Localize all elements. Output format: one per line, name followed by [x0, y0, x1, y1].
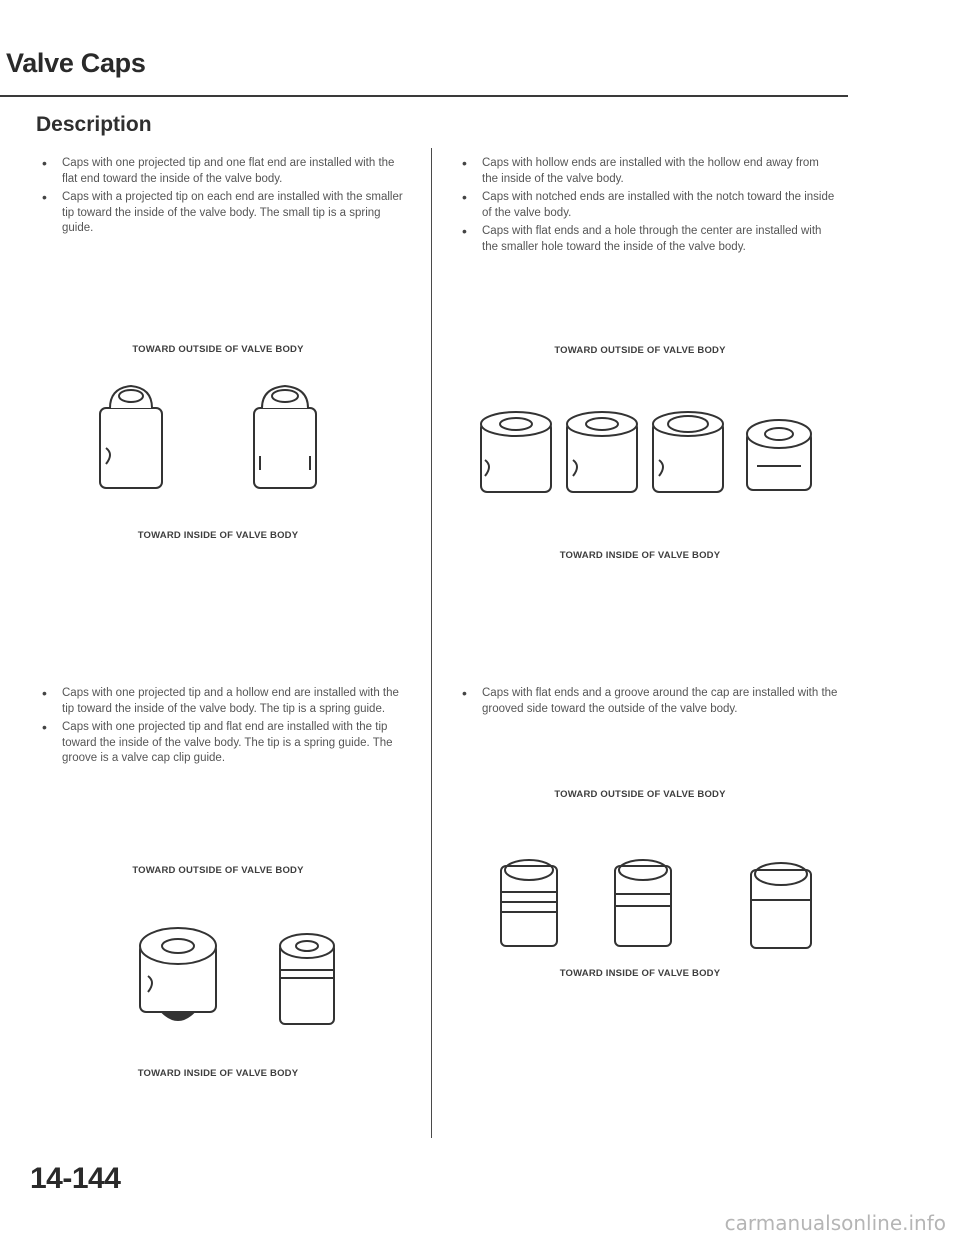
figure-3-label-outside: TOWARD OUTSIDE OF VALVE BODY [132, 865, 304, 876]
figure-2-label-outside: TOWARD OUTSIDE OF VALVE BODY [554, 345, 726, 356]
figure-4-label-inside: TOWARD INSIDE OF VALVE BODY [559, 968, 721, 979]
figure-1-caps-illustration [80, 378, 360, 496]
column-divider [431, 148, 432, 1138]
cap-tip-hollow-end [140, 928, 216, 1020]
cap-flat-end-small-hole [747, 420, 811, 490]
figure-1-label-outside: TOWARD OUTSIDE OF VALVE BODY [132, 344, 304, 355]
figure-3-caps-illustration [100, 920, 360, 1038]
page-number: 14-144 [30, 1162, 121, 1195]
cap-hollow-end [481, 412, 551, 492]
list-item: • Caps with hollow ends are installed with the hollow end away from the inside of the valve body. [458, 156, 838, 187]
cap-projected-tip-flat-end [100, 386, 162, 488]
cap-grooved-2 [615, 860, 671, 946]
cap-notched-end [567, 412, 637, 492]
cap-projected-tip-each-end [254, 386, 316, 488]
list-item: • Caps with flat ends and a hole through the center are installed with the smaller hole toward the inside of the valve body. [458, 224, 838, 255]
bullet-list-4 [458, 686, 838, 720]
bullet-list-3 [38, 686, 408, 770]
figure-4-label-outside: TOWARD OUTSIDE OF VALVE BODY [554, 789, 726, 800]
bullet-list-1 [38, 156, 408, 240]
cap-flat-end-hole [653, 412, 723, 492]
list-item: • Caps with one projected tip and flat end are installed with the tip toward the inside of the valve body. The tip is a spring guide. The groove is a valve cap clip guide. [38, 720, 408, 767]
watermark: carmanualsonline.info [724, 1211, 946, 1235]
figure-2-label-inside: TOWARD INSIDE OF VALVE BODY [559, 550, 721, 561]
cap-tip-flat-end-groove [280, 934, 334, 1024]
list-item: • Caps with one projected tip and a hollow end are installed with the tip toward the inside of the valve body. The tip is a spring guide. [38, 686, 408, 717]
list-item: • Caps with flat ends and a groove around the cap are installed with the grooved side toward the outside of the valve body. [458, 686, 838, 717]
bullet-list-2 [458, 156, 838, 259]
figure-4-caps-illustration [495, 856, 835, 956]
list-item: • Caps with a projected tip on each end are installed with the smaller tip toward the inside of the valve body. The small tip is a spring guide. [38, 190, 408, 237]
figure-2-caps-illustration [475, 408, 835, 498]
list-item: • Caps with notched ends are installed with the notch toward the inside of the valve body. [458, 190, 838, 221]
cap-grooved-1 [501, 860, 557, 946]
figure-1-label-inside: TOWARD INSIDE OF VALVE BODY [137, 530, 299, 541]
figure-3-label-inside: TOWARD INSIDE OF VALVE BODY [137, 1068, 299, 1079]
page-title: Valve Caps [6, 48, 146, 78]
list-item: • Caps with one projected tip and one flat end are installed with the flat end toward the inside of the valve body. [38, 156, 408, 187]
title-rule [0, 95, 848, 97]
section-title: Description [36, 113, 152, 136]
cap-grooved-3 [751, 863, 811, 948]
